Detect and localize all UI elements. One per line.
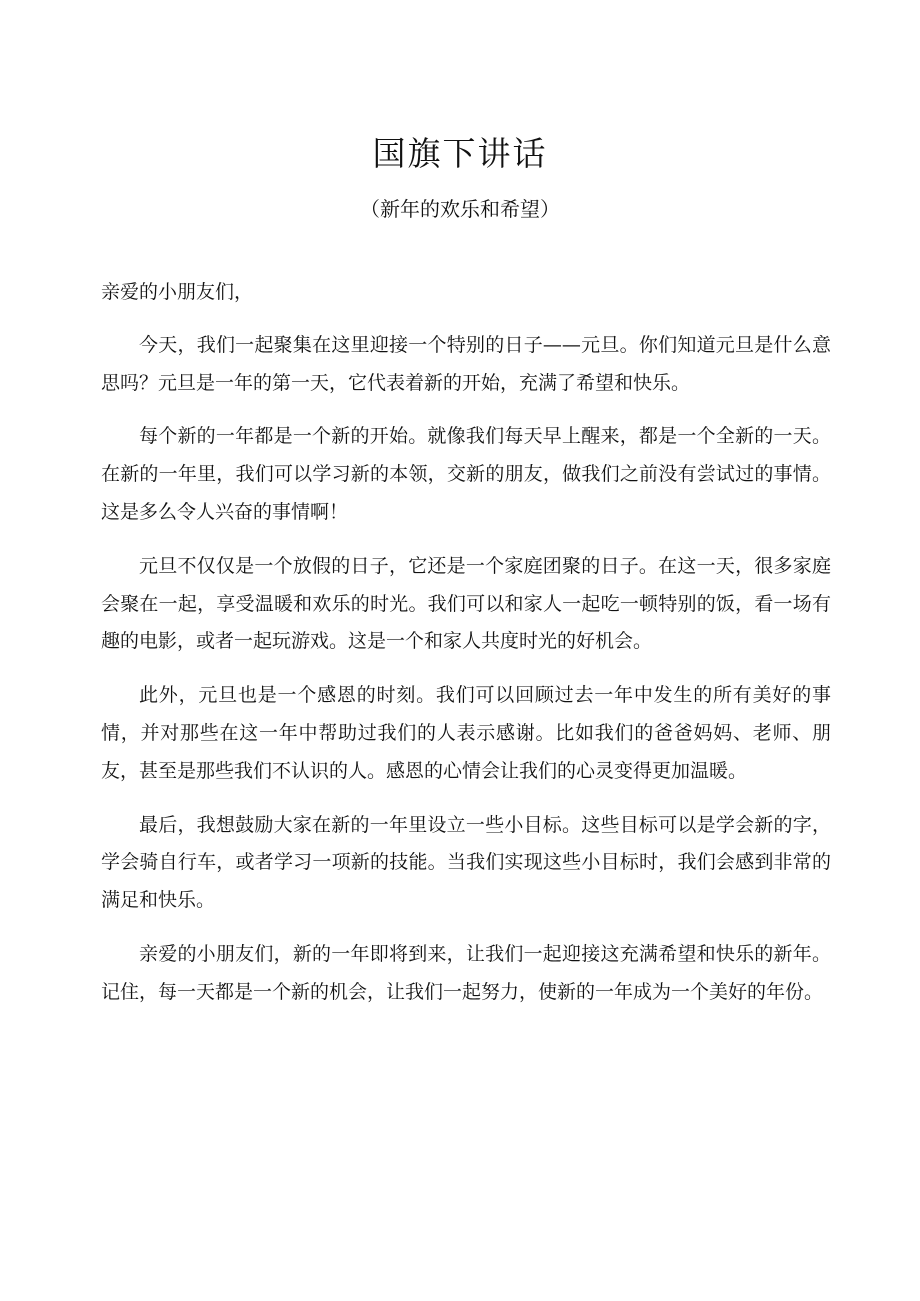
paragraph-1: 今天，我们一起聚集在这里迎接一个特别的日子——元旦。你们知道元旦是什么意思吗？元旦是一年的第一天，它代表着新的开始，充满了希望和快乐。 (101, 333, 831, 394)
paragraph-2: 每个新的一年都是一个新的开始。就像我们每天早上醒来，都是一个全新的一天。在新的一年里，我们可以学习新的本领，交新的朋友，做我们之前没有尝试过的事情。这是多么令人兴奋的事情啊！ (101, 425, 831, 523)
paragraph-6: 亲爱的小朋友们，新的一年即将到来，让我们一起迎接这充满希望和快乐的新年。记住，每一天都是一个新的机会，让我们一起努力，使新的一年成为一个美好的年份。 (101, 942, 831, 1003)
page-subtitle: （新年的欢乐和希望） (360, 197, 560, 221)
speech-body (101, 274, 831, 1028)
paragraph-3: 元旦不仅仅是一个放假的日子，它还是一个家庭团聚的日子。在这一天，很多家庭会聚在一起，享受温暖和欢乐的时光。我们可以和家人一起吃一顿特别的饭，看一场有趣的电影，或者一起玩游戏。这是一个和家人共度时光的好机会。 (101, 554, 831, 653)
paragraph-4: 此外，元旦也是一个感恩的时刻。我们可以回顾过去一年中发生的所有美好的事情，并对那些在这一年中帮助过我们的人表示感谢。比如我们的爸爸妈妈、老师、朋友，甚至是那些我们不认识的人。感恩的心情会让我们的心灵变得更加温暖。 (101, 684, 831, 782)
page-title: 国旗下讲话 (372, 134, 548, 173)
greeting: 亲爱的小朋友们， (101, 281, 254, 303)
paragraph-5: 最后，我想鼓励大家在新的一年里设立一些小目标。这些目标可以是学会新的字，学会骑自行车，或者学习一项新的技能。当我们实现这些小目标时，我们会感到非常的满足和快乐。 (101, 813, 831, 912)
